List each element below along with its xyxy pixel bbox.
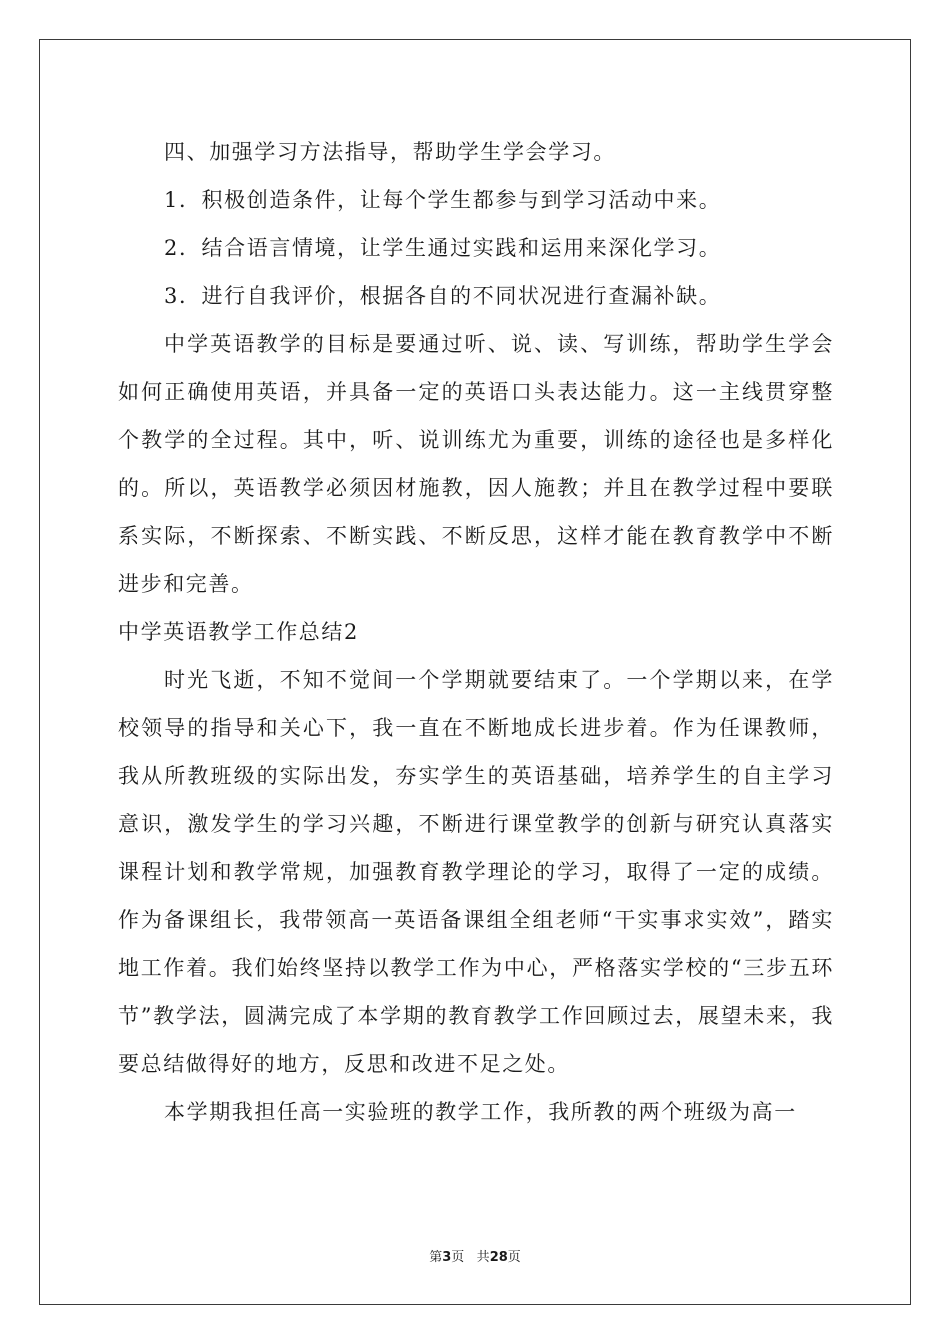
footer-prefix: 第: [429, 1250, 443, 1265]
page-footer: [0, 1246, 950, 1265]
total-page-count: 28: [489, 1250, 508, 1265]
document-body: [118, 128, 834, 1136]
paragraph: 四、加强学习方法指导，帮助学生学会学习。: [164, 140, 616, 164]
footer-total-suffix: 页: [507, 1250, 521, 1265]
paragraph: 本学期我担任高一实验班的教学工作，我所教的两个班级为高一: [164, 1100, 797, 1124]
paragraph: 中学英语教学的目标是要通过听、说、读、写训练，帮助学生学会如何正确使用英语，并具备一定的英语口头表达能力。这一主线贯穿整个教学的全过程。其中，听、说训练尤为重要，训练的途径也是多样化的。所以，英语教学必须因材施教，因人施教；并且在教学过程中要联系实际，不断探索、不断实践、不断反思，这样才能在教育教学中不断进步和完善。: [118, 332, 834, 596]
current-page-number: 3: [442, 1250, 452, 1265]
list-item: 1．积极创造条件，让每个学生都参与到学习活动中来。: [164, 188, 722, 212]
section-heading: 中学英语教学工作总结2: [118, 620, 359, 644]
footer-total-prefix: 共: [476, 1250, 490, 1265]
list-item: 3．进行自我评价，根据各自的不同状况进行查漏补缺。: [164, 284, 722, 308]
paragraph: 时光飞逝，不知不觉间一个学期就要结束了。一个学期以来，在学校领导的指导和关心下，我一直在不断地成长进步着。作为任课教师，我从所教班级的实际出发，夯实学生的英语基础，培养学生的自主学习意识，激发学生的学习兴趣，不断进行课堂教学的创新与研究认真落实课程计划和教学常规，加强教育教学理论的学习，取得了一定的成绩。作为备课组长，我带领高一英语备课组全组老师“干实事求实效”，踏实地工作着。我们始终坚持以教学工作为中心，严格落实学校的“三步五环节”教学法，圆满完成了本学期的教育教学工作回顾过去，展望未来，我要总结做得好的地方，反思和改进不足之处。: [118, 668, 834, 1076]
list-item: 2．结合语言情境，让学生通过实践和运用来深化学习。: [164, 236, 722, 260]
footer-page-suffix: 页: [451, 1250, 465, 1265]
